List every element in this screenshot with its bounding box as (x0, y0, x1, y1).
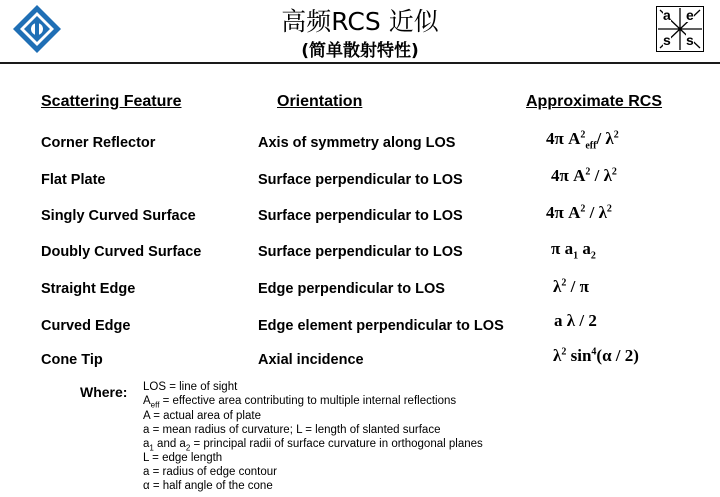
table-row-rcs-formula: 4π $A^2 / \lambda^2$ (546, 203, 612, 222)
logo-letter-e: e (686, 7, 694, 23)
column-header-rcs: Approximate RCS (526, 93, 663, 110)
table-row-orientation: Surface perpendicular to LOS (258, 208, 463, 224)
table-row-feature: Corner Reflector (41, 135, 156, 151)
table-row-rcs-formula: 4π $A^2 / \lambda^2$ (551, 166, 617, 185)
table-row-rcs-formula: $\lambda^2$ $\sin^4(\alpha / 2)$ (553, 346, 639, 365)
table-row-rcs-formula: $\lambda^2$ / π (553, 277, 589, 296)
table-row-orientation: Axis of symmetry along LOS (258, 135, 456, 151)
column-header-orientation: Orientation (277, 93, 363, 110)
logo-letter-s2: s (686, 32, 694, 48)
note-line: L = edge length (143, 452, 223, 464)
page-subtitle: (简单散射特性) (301, 41, 419, 61)
table-row-feature: Singly Curved Surface (41, 208, 196, 224)
table-row-rcs-formula: π $a_1$ $a_2$ (551, 239, 596, 262)
table-row-orientation: Edge element perpendicular to LOS (258, 318, 504, 334)
table-row-orientation: Surface perpendicular to LOS (258, 172, 463, 188)
note-line: a = mean radius of curvature; L = length of slanted surface (143, 424, 441, 436)
aess-logo (656, 6, 704, 52)
table-row-orientation: Surface perpendicular to LOS (258, 244, 463, 260)
table-row-feature: Doubly Curved Surface (41, 244, 202, 260)
note-line: $A_{eff}$ = effective area contributing to multiple internal reflections (143, 395, 457, 410)
note-line: A = actual area of plate (143, 410, 261, 422)
page-title: 高频RCS 近似 (281, 7, 439, 36)
column-header-feature: Scattering Feature (41, 93, 182, 110)
header-divider (0, 62, 720, 64)
table-row-rcs-formula: a λ / 2 (554, 311, 597, 330)
logo-letter-s: s (663, 32, 671, 48)
table-row-feature: Curved Edge (41, 318, 131, 334)
table-row-feature: Cone Tip (41, 352, 103, 368)
where-label: Where: (80, 384, 128, 400)
logo-letter-a: a (663, 7, 671, 23)
table-row-feature: Flat Plate (41, 172, 106, 188)
note-line: $a_1$ and $a_2$ = principal radii of surface curvature in orthogonal planes (143, 438, 483, 453)
note-line: α = half angle of the cone (143, 480, 273, 492)
note-line: a = radius of edge contour (143, 466, 277, 478)
table-row-feature: Straight Edge (41, 281, 136, 297)
table-row-orientation: Edge perpendicular to LOS (258, 281, 445, 297)
table-row-orientation: Axial incidence (258, 352, 364, 368)
note-line: LOS = line of sight (143, 381, 238, 393)
table-row-rcs-formula: 4π $A^2_{eff}/$ $\lambda^2$ (546, 129, 619, 152)
